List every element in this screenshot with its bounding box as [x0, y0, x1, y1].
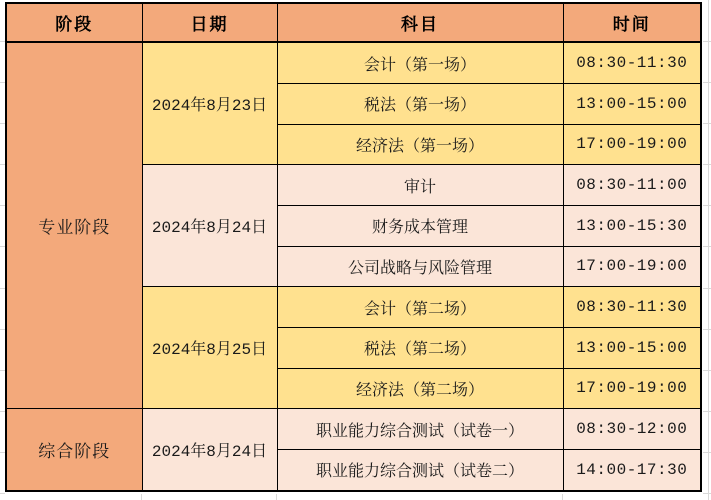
column-header-date: 日期 — [142, 3, 277, 42]
gridline-stub — [0, 82, 5, 83]
gridline-stub — [0, 164, 5, 165]
gridline-stub — [141, 494, 142, 500]
gridline-stub — [703, 246, 711, 247]
gridline-stub — [276, 494, 277, 500]
gridline-stub — [0, 41, 5, 42]
time-cell: 08:30-11:00 — [563, 165, 701, 206]
date-cell: 2024年8月24日 — [142, 409, 277, 491]
gridline-stub — [0, 329, 5, 330]
time-cell: 08:30-11:30 — [563, 287, 701, 328]
gridline-stub — [703, 41, 711, 42]
gridline-stub — [703, 288, 711, 289]
subject-cell: 审计 — [277, 165, 563, 206]
subject-cell: 会计（第二场） — [277, 287, 563, 328]
time-cell: 08:30-11:30 — [563, 42, 701, 84]
subject-cell: 税法（第一场） — [277, 84, 563, 125]
gridline-stub — [703, 493, 711, 494]
subject-cell: 财务成本管理 — [277, 205, 563, 246]
gridline-stub — [703, 82, 711, 83]
subject-cell: 会计（第一场） — [277, 42, 563, 84]
gridline-stub — [703, 452, 711, 453]
table-header-row — [6, 3, 701, 42]
gridline-stub — [703, 329, 711, 330]
date-cell: 2024年8月24日 — [142, 165, 277, 287]
subject-cell: 税法（第二场） — [277, 327, 563, 368]
gridline-stub — [0, 205, 5, 206]
time-cell: 17:00-19:00 — [563, 124, 701, 165]
time-cell: 14:00-17:30 — [563, 449, 701, 491]
gridline-stub — [703, 205, 711, 206]
column-header-stage: 阶段 — [6, 3, 142, 42]
gridline-stub — [0, 246, 5, 247]
time-cell: 17:00-19:00 — [563, 368, 701, 409]
date-cell: 2024年8月25日 — [142, 287, 277, 409]
gridline-stub — [703, 123, 711, 124]
gridline-stub — [703, 411, 711, 412]
time-cell: 17:00-19:00 — [563, 246, 701, 287]
subject-cell: 经济法（第一场） — [277, 124, 563, 165]
column-header-time: 时间 — [563, 3, 701, 42]
stage-cell-comprehensive: 综合阶段 — [6, 409, 142, 491]
table-row — [6, 409, 701, 450]
time-cell: 08:30-12:00 — [563, 409, 701, 450]
gridline-stub — [0, 370, 5, 371]
gridline-stub — [0, 452, 5, 453]
date-cell: 2024年8月23日 — [142, 42, 277, 165]
gridline-stub — [703, 370, 711, 371]
gridline-stub — [0, 411, 5, 412]
subject-cell: 职业能力综合测试（试卷二） — [277, 449, 563, 491]
column-header-subject: 科目 — [277, 3, 563, 42]
gridline-stub — [0, 123, 5, 124]
gridline-stub — [562, 494, 563, 500]
subject-cell: 职业能力综合测试（试卷一） — [277, 409, 563, 450]
time-cell: 13:00-15:30 — [563, 205, 701, 246]
gridline-stub — [703, 164, 711, 165]
gridline-stub — [0, 493, 5, 494]
exam-schedule-table — [5, 2, 702, 492]
subject-cell: 公司战略与风险管理 — [277, 246, 563, 287]
time-cell: 13:00-15:00 — [563, 84, 701, 125]
gridline-stub — [708, 0, 709, 500]
table-row — [6, 42, 701, 84]
gridline-stub — [0, 288, 5, 289]
subject-cell: 经济法（第二场） — [277, 368, 563, 409]
stage-cell-professional: 专业阶段 — [6, 42, 142, 409]
time-cell: 13:00-15:00 — [563, 327, 701, 368]
